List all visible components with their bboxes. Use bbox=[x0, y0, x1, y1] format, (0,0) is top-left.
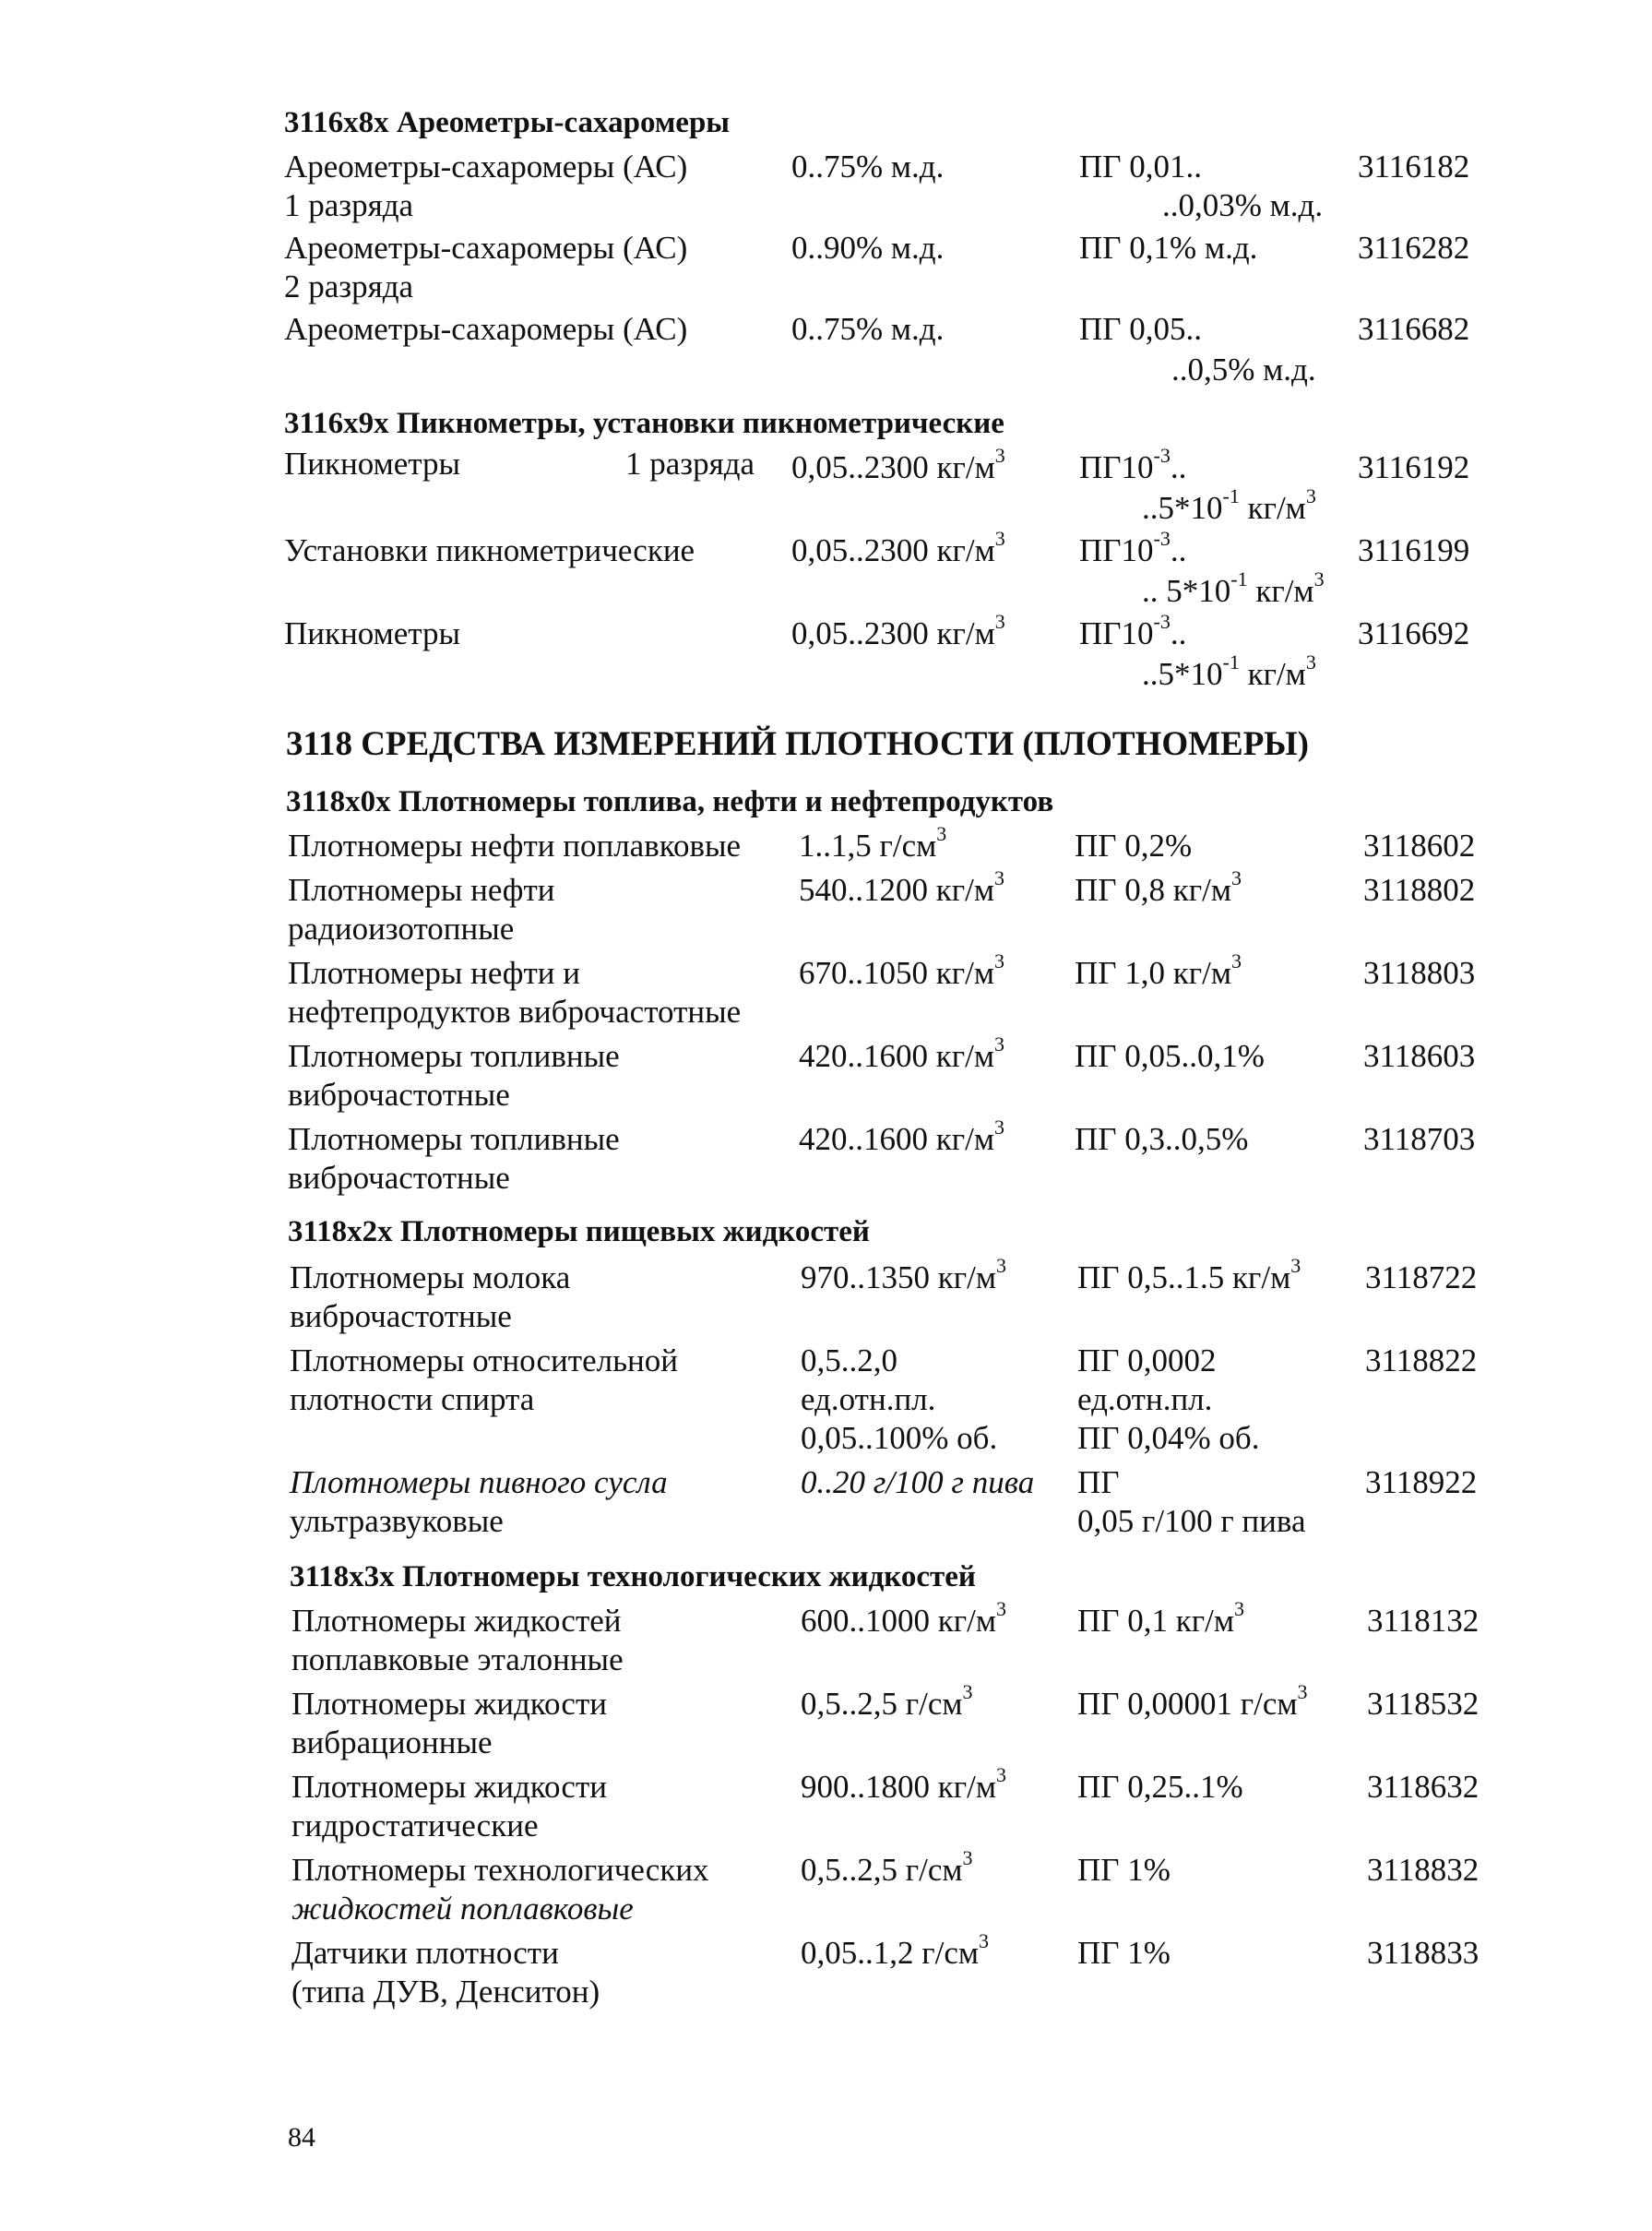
row-error-cont: ПГ 0,04% об. bbox=[1077, 1420, 1260, 1456]
row-error: ПГ 0,1 $кг/м^3$ bbox=[1077, 1597, 1244, 1639]
row-error: ПГ 1,0 $кг/м^3$ bbox=[1075, 949, 1242, 991]
row-range-cont: ед.отн.пл. bbox=[801, 1381, 936, 1417]
chapter-heading-3118: 3118 СРЕДСТВА ИЗМЕРЕНИЙ ПЛОТНОСТИ (ПЛОТНОМЕРЫ) bbox=[286, 725, 1309, 763]
row-error-cont: $..5*10^{-1}$ $кг/м^3$ bbox=[1142, 484, 1316, 526]
row-rank: 1 разряда bbox=[625, 446, 755, 482]
row-range: 670..1050 $кг/м^3$ bbox=[799, 949, 1004, 991]
row-name: Плотномеры топливные bbox=[288, 1038, 620, 1074]
row-code: 3118722 bbox=[1365, 1259, 1478, 1295]
row-range: 0,05..2300 $кг/м^3$ bbox=[791, 527, 1005, 568]
row-error: ПГ 0,00001 $г/см^3$ bbox=[1077, 1680, 1308, 1722]
row-code: 3116199 bbox=[1358, 532, 1470, 568]
row-code: 3116282 bbox=[1358, 230, 1470, 266]
section-heading-3118x3x: 3118х3х Плотномеры технологических жидкостей bbox=[290, 1560, 976, 1593]
row-name-cont: нефтепродуктов виброчастотные bbox=[288, 994, 742, 1030]
row-error: ПГ 0,25..1% bbox=[1077, 1769, 1243, 1805]
row-range: 1..1,5 $г/см^3$ bbox=[799, 822, 947, 864]
row-name: Плотномеры нефти и bbox=[288, 955, 580, 991]
row-error-cont: $..5*10^{-1}$ $кг/м^3$ bbox=[1142, 650, 1316, 692]
section-heading-3118x2x: 3118х2х Плотномеры пищевых жидкостей bbox=[288, 1215, 870, 1248]
row-name: Плотномеры топливные bbox=[288, 1121, 620, 1157]
row-error: ПГ 1% bbox=[1077, 1935, 1171, 1971]
row-range: 0,05..2300 $кг/м^3$ bbox=[791, 610, 1005, 651]
row-error: $ПГ10^{-3}$.. bbox=[1079, 610, 1187, 651]
row-error: ПГ 0,2% bbox=[1075, 828, 1193, 864]
row-code: 3118532 bbox=[1367, 1686, 1480, 1722]
row-name-cont: жидкостей поплавковые bbox=[291, 1891, 634, 1927]
row-error: ПГ 0,0002 bbox=[1077, 1342, 1217, 1378]
row-name: Ареометры-сахаромеры (АС) bbox=[284, 149, 688, 185]
section-heading-3116x8x: 3116х8х Ареометры-сахаромеры bbox=[284, 106, 731, 139]
row-name-cont: виброчастотные bbox=[288, 1077, 510, 1113]
row-range: 0,5..2,5 $г/см^3$ bbox=[801, 1680, 973, 1722]
row-name: Плотномеры жидкостей bbox=[291, 1603, 622, 1639]
row-error: $ПГ10^{-3}$.. bbox=[1079, 444, 1187, 485]
row-name: Плотномеры относительной bbox=[290, 1342, 679, 1378]
row-name-cont: поплавковые эталонные bbox=[291, 1641, 624, 1677]
row-code: 3118603 bbox=[1363, 1038, 1476, 1074]
row-error-cont: ..0,03% м.д. bbox=[1162, 187, 1324, 223]
row-code: 3118832 bbox=[1367, 1852, 1480, 1888]
row-name: Плотномеры нефти поплавковые bbox=[288, 828, 742, 864]
row-code: 3116182 bbox=[1358, 149, 1470, 185]
row-error: ПГ 1% bbox=[1077, 1852, 1171, 1888]
row-code: 3118703 bbox=[1363, 1121, 1476, 1157]
row-code: 3118602 bbox=[1363, 828, 1476, 864]
row-name: Плотномеры технологических bbox=[291, 1852, 709, 1888]
row-name: Ареометры-сахаромеры (АС) bbox=[284, 230, 688, 266]
row-range: 540..1200 $кг/м^3$ bbox=[799, 866, 1004, 908]
row-name: Ареометры-сахаромеры (АС) bbox=[284, 311, 688, 347]
row-name-cont: вибрационные bbox=[291, 1724, 493, 1760]
section-heading-3118x0x: 3118х0х Плотномеры топлива, нефти и нефтепродуктов bbox=[286, 785, 1054, 818]
row-name: Плотномеры жидкости bbox=[291, 1769, 607, 1805]
row-code: 3118802 bbox=[1363, 872, 1476, 908]
row-code: 3116192 bbox=[1358, 449, 1470, 485]
row-name-cont: 1 разряда bbox=[284, 187, 414, 223]
row-name: Плотномеры молока bbox=[290, 1259, 571, 1295]
row-code: 3116682 bbox=[1358, 311, 1470, 347]
row-code: 3118822 bbox=[1365, 1342, 1478, 1378]
row-code: 3118132 bbox=[1367, 1603, 1480, 1639]
row-error-cont: ед.отн.пл. bbox=[1077, 1381, 1213, 1417]
row-range: 0..20 г/100 г пива bbox=[801, 1464, 1035, 1500]
row-range: 970..1350 $кг/м^3$ bbox=[801, 1254, 1006, 1295]
section-heading-3116x9x: 3116х9х Пикнометры, установки пикнометрические bbox=[284, 407, 1004, 440]
row-range: 0,5..2,0 bbox=[801, 1342, 897, 1378]
row-name-cont: ультразвуковые bbox=[290, 1503, 504, 1539]
row-error: ПГ 0,05.. bbox=[1079, 311, 1203, 347]
row-error-cont: ..0,5% м.д. bbox=[1171, 352, 1316, 388]
row-error: ПГ 0,5..1.5 $кг/м^3$ bbox=[1077, 1254, 1301, 1295]
row-name: Плотномеры пивного сусла bbox=[290, 1464, 668, 1500]
row-error-cont: 0,05 г/100 г пива bbox=[1077, 1503, 1306, 1539]
row-range: 600..1000 $кг/м^3$ bbox=[801, 1597, 1006, 1639]
row-name-cont: гидростатические bbox=[291, 1807, 539, 1843]
row-error: ПГ 0,05..0,1% bbox=[1075, 1038, 1265, 1074]
row-range: 0,05..2300 $кг/м^3$ bbox=[791, 444, 1005, 485]
row-range: 420..1600 $кг/м^3$ bbox=[799, 1032, 1004, 1074]
row-name: Датчики плотности bbox=[291, 1935, 559, 1971]
row-error: ПГ 0,1% м.д. bbox=[1079, 230, 1258, 266]
row-name-cont: радиоизотопные bbox=[288, 911, 515, 947]
row-range: 900..1800 $кг/м^3$ bbox=[801, 1763, 1006, 1805]
page-number: 84 bbox=[288, 2122, 315, 2153]
row-name-cont: виброчастотные bbox=[290, 1298, 512, 1334]
row-error-cont: .. $5*10^{-1}$ $кг/м^3$ bbox=[1142, 567, 1325, 609]
row-code: 3118803 bbox=[1363, 955, 1476, 991]
row-error: ПГ 0,3..0,5% bbox=[1075, 1121, 1249, 1157]
row-name-cont: плотности спирта bbox=[290, 1381, 535, 1417]
row-range: 0..75% м.д. bbox=[791, 149, 945, 185]
row-name: Пикнометры bbox=[284, 446, 460, 482]
row-range: 0,5..2,5 $г/см^3$ bbox=[801, 1846, 973, 1888]
row-error: ПГ bbox=[1077, 1464, 1120, 1500]
row-range: 0..90% м.д. bbox=[791, 230, 945, 266]
row-name: Пикнометры bbox=[284, 615, 460, 651]
row-name-cont: (типа ДУВ, Денситон) bbox=[291, 1974, 600, 2010]
row-code: 3118833 bbox=[1367, 1935, 1480, 1971]
row-code: 3118632 bbox=[1367, 1769, 1480, 1805]
row-range: 0,05..1,2 $г/см^3$ bbox=[801, 1929, 990, 1971]
row-name-cont: 2 разряда bbox=[284, 268, 414, 304]
row-range: 420..1600 $кг/м^3$ bbox=[799, 1116, 1004, 1157]
row-range: 0..75% м.д. bbox=[791, 311, 945, 347]
row-error: $ПГ10^{-3}$.. bbox=[1079, 527, 1187, 568]
row-name: Установки пикнометрические bbox=[284, 532, 695, 568]
row-range-cont: 0,05..100% об. bbox=[801, 1420, 998, 1456]
row-error: ПГ 0,01.. bbox=[1079, 149, 1203, 185]
row-code: 3116692 bbox=[1358, 615, 1470, 651]
row-name: Плотномеры жидкости bbox=[291, 1686, 607, 1722]
row-name: Плотномеры нефти bbox=[288, 872, 555, 908]
row-name-cont: виброчастотные bbox=[288, 1160, 510, 1196]
row-error: ПГ 0,8 $кг/м^3$ bbox=[1075, 866, 1242, 908]
row-code: 3118922 bbox=[1365, 1464, 1478, 1500]
